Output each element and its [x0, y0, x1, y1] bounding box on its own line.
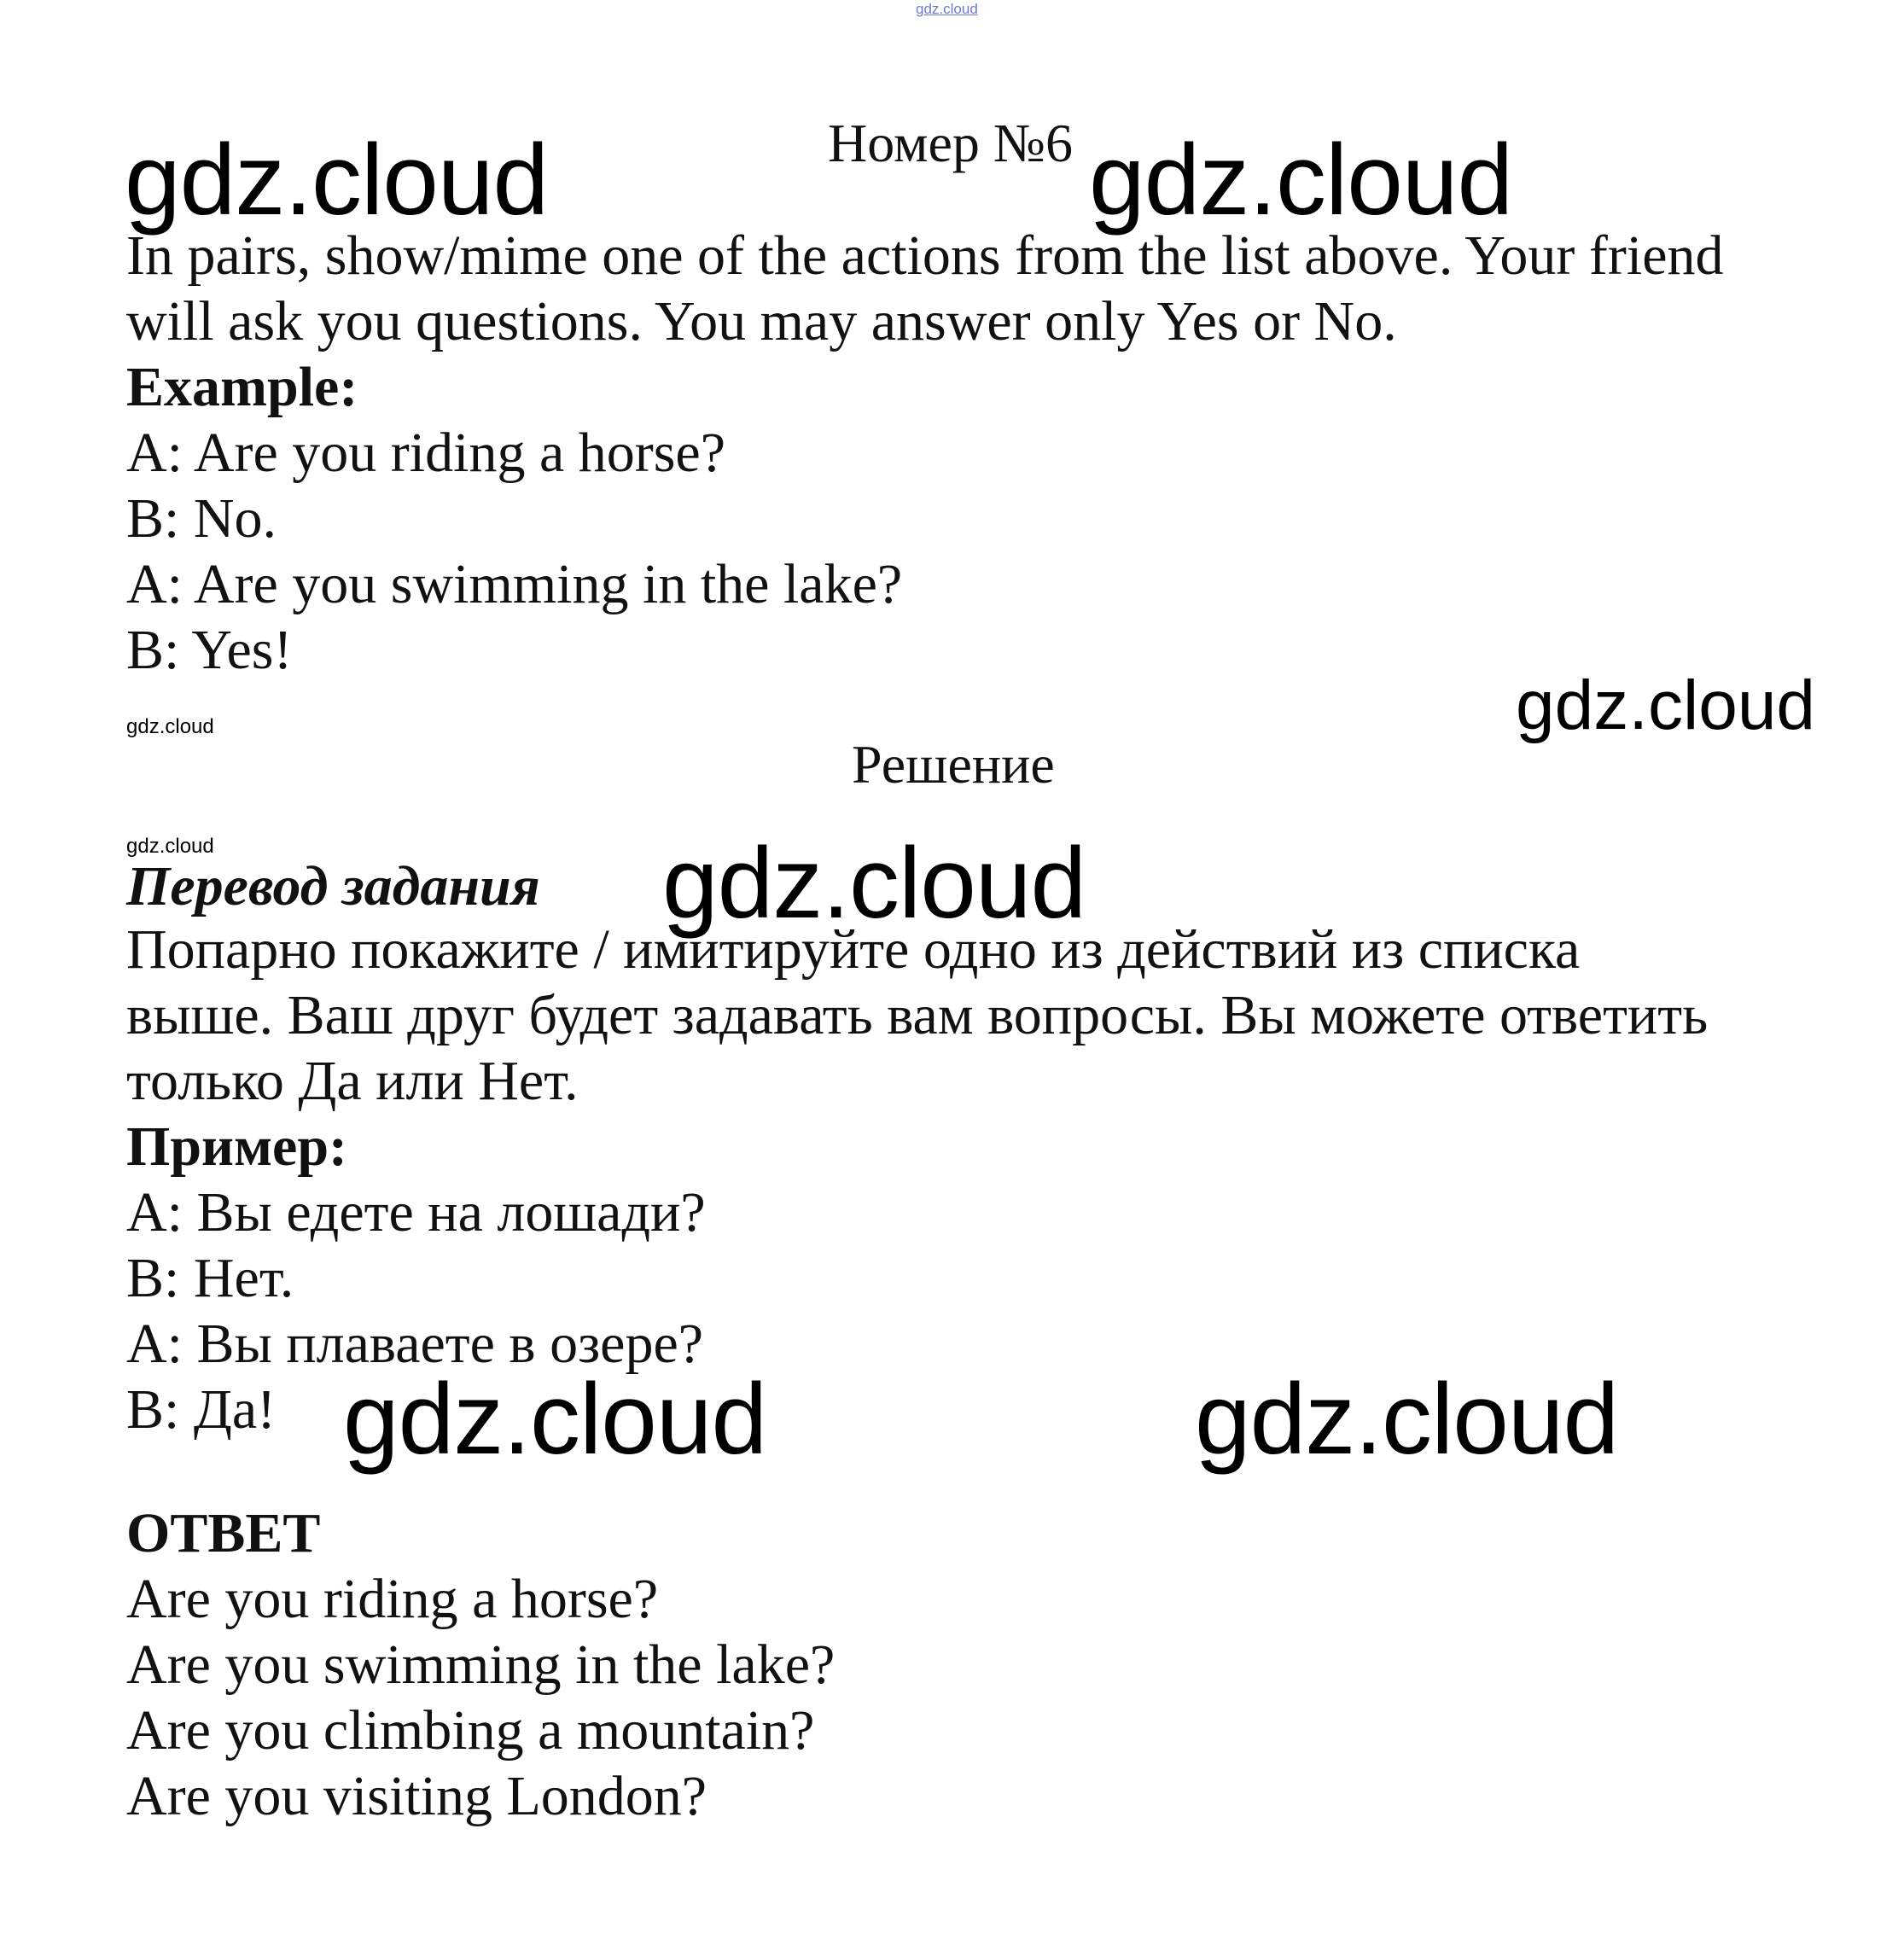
translation-example-line: В: Да! — [126, 1378, 277, 1441]
example-label: Example: — [126, 356, 358, 418]
answer-line: Are you swimming in the lake? — [126, 1634, 836, 1696]
answer-line: Are you riding a horse? — [126, 1568, 659, 1630]
translation-line: только Да или Нет. — [126, 1050, 579, 1112]
translation-example-line: В: Нет. — [126, 1247, 294, 1309]
example-line: A: Are you riding a horse? — [126, 422, 725, 484]
top-watermark-link[interactable]: gdz.cloud — [916, 1, 978, 17]
example-line: B: No. — [126, 487, 277, 550]
solution-heading: Решение — [852, 734, 1055, 795]
instruction-line: In pairs, show/mime one of the actions from the list above. Your friend — [126, 224, 1724, 287]
watermark-large: gdz.cloud — [1089, 124, 1513, 236]
translation-label: Перевод задания — [126, 855, 540, 917]
watermark-small: gdz.cloud — [126, 835, 214, 858]
watermark-medium: gdz.cloud — [1516, 667, 1816, 744]
example-line: B: Yes! — [126, 619, 293, 681]
instruction-line: will ask you questions. You may answer only Yes or No. — [126, 290, 1397, 352]
example-line: A: Are you swimming in the lake? — [126, 553, 903, 615]
watermark-large: gdz.cloud — [662, 827, 1086, 940]
watermark-large: gdz.cloud — [125, 124, 549, 236]
answer-line: Are you visiting London? — [126, 1765, 707, 1827]
watermark-small: gdz.cloud — [126, 715, 214, 738]
watermark-large: gdz.cloud — [343, 1363, 767, 1476]
translation-line: выше. Ваш друг будет задавать вам вопросы. Вы можете ответить — [126, 984, 1709, 1046]
answer-line: Are you climbing a mountain? — [126, 1699, 815, 1762]
translation-example-label: Пример: — [126, 1115, 348, 1178]
answer-label: ОТВЕТ — [126, 1502, 321, 1564]
task-number-heading: Номер №6 — [828, 113, 1073, 173]
watermark-large: gdz.cloud — [1195, 1363, 1619, 1476]
translation-line: Попарно покажите / имитируйте одно из действий из списка — [126, 918, 1581, 981]
translation-example-line: А: Вы плаваете в озере? — [126, 1313, 704, 1375]
translation-example-line: А: Вы едете на лошади? — [126, 1181, 706, 1243]
